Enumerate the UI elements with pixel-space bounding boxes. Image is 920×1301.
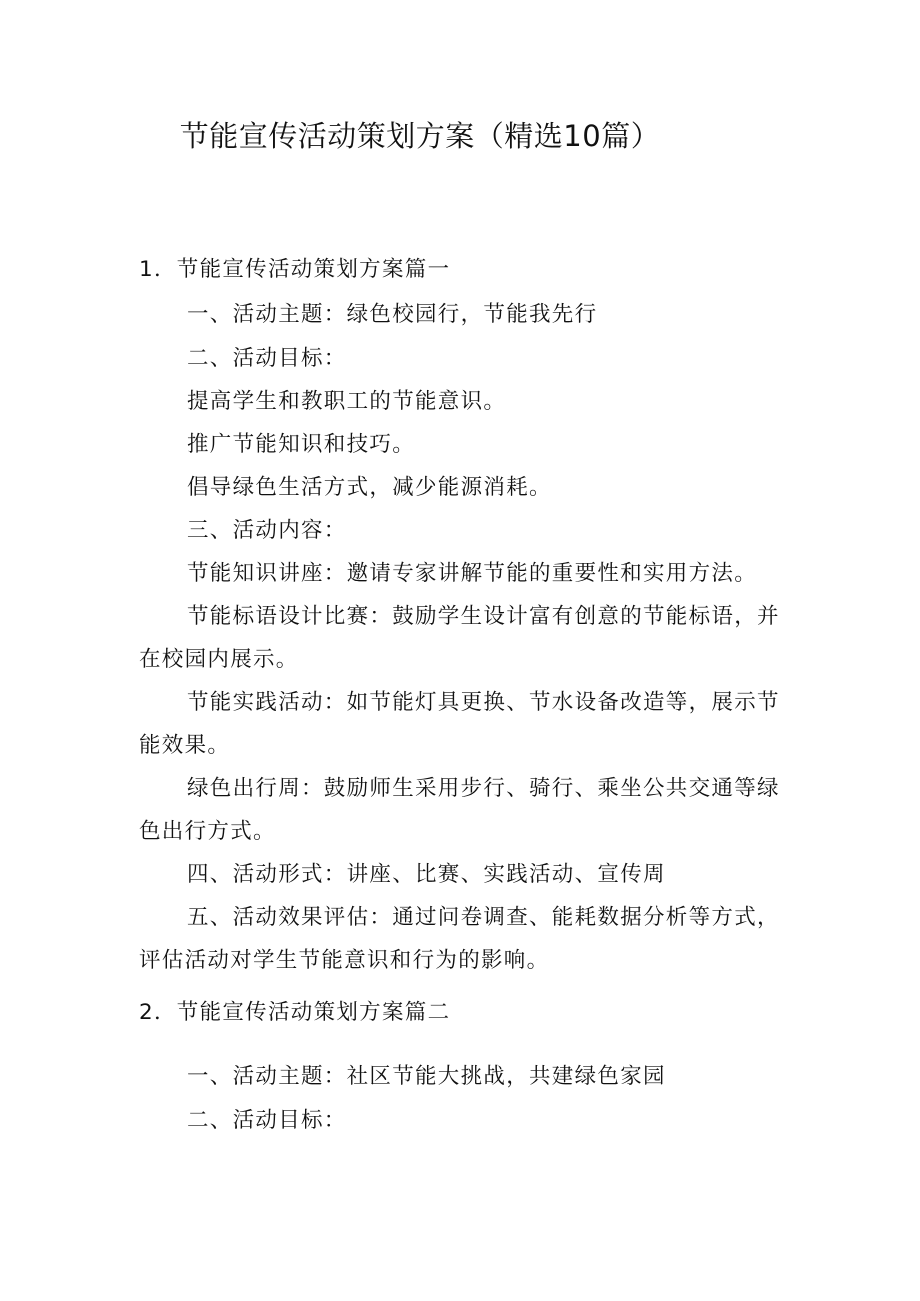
- paragraph-line: 三、活动内容：: [187, 518, 347, 543]
- paragraph-line: 二、活动目标：: [187, 346, 347, 371]
- paragraph-line: 提高学生和教职工的节能意识。: [187, 389, 507, 414]
- paragraph-line: 能效果。: [139, 733, 231, 758]
- paragraph-line: 推广节能知识和技巧。: [187, 432, 416, 457]
- paragraph-line: 节能标语设计比赛：鼓励学生设计富有创意的节能标语，并: [187, 604, 780, 629]
- section-heading-1: 1．节能宣传活动策划方案篇一: [139, 257, 451, 282]
- paragraph-line: 倡导绿色生活方式，减少能源消耗。: [187, 475, 552, 500]
- paragraph-line: 节能知识讲座：邀请专家讲解节能的重要性和实用方法。: [187, 561, 758, 586]
- paragraph-line: 二、活动目标：: [187, 1108, 347, 1133]
- paragraph-line: 评估活动对学生节能意识和行为的影响。: [139, 948, 550, 973]
- paragraph-line: 五、活动效果评估：通过问卷调查、能耗数据分析等方式，: [187, 905, 780, 930]
- paragraph-line: 绿色出行周：鼓励师生采用步行、骑行、乘坐公共交通等绿: [187, 776, 780, 801]
- paragraph-line: 一、活动主题：绿色校园行，节能我先行: [187, 302, 598, 327]
- paragraph-line: 一、活动主题：社区节能大挑战，共建绿色家园: [187, 1064, 666, 1089]
- section-heading-2: 2．节能宣传活动策划方案篇二: [139, 1000, 451, 1025]
- paragraph-line: 色出行方式。: [139, 819, 276, 844]
- paragraph-line: 四、活动形式：讲座、比赛、实践活动、宣传周: [187, 862, 666, 887]
- document-title: 节能宣传活动策划方案（精选10篇）: [179, 119, 661, 153]
- paragraph-line: 在校园内展示。: [139, 647, 299, 672]
- paragraph-line: 节能实践活动：如节能灯具更换、节水设备改造等，展示节: [187, 690, 780, 715]
